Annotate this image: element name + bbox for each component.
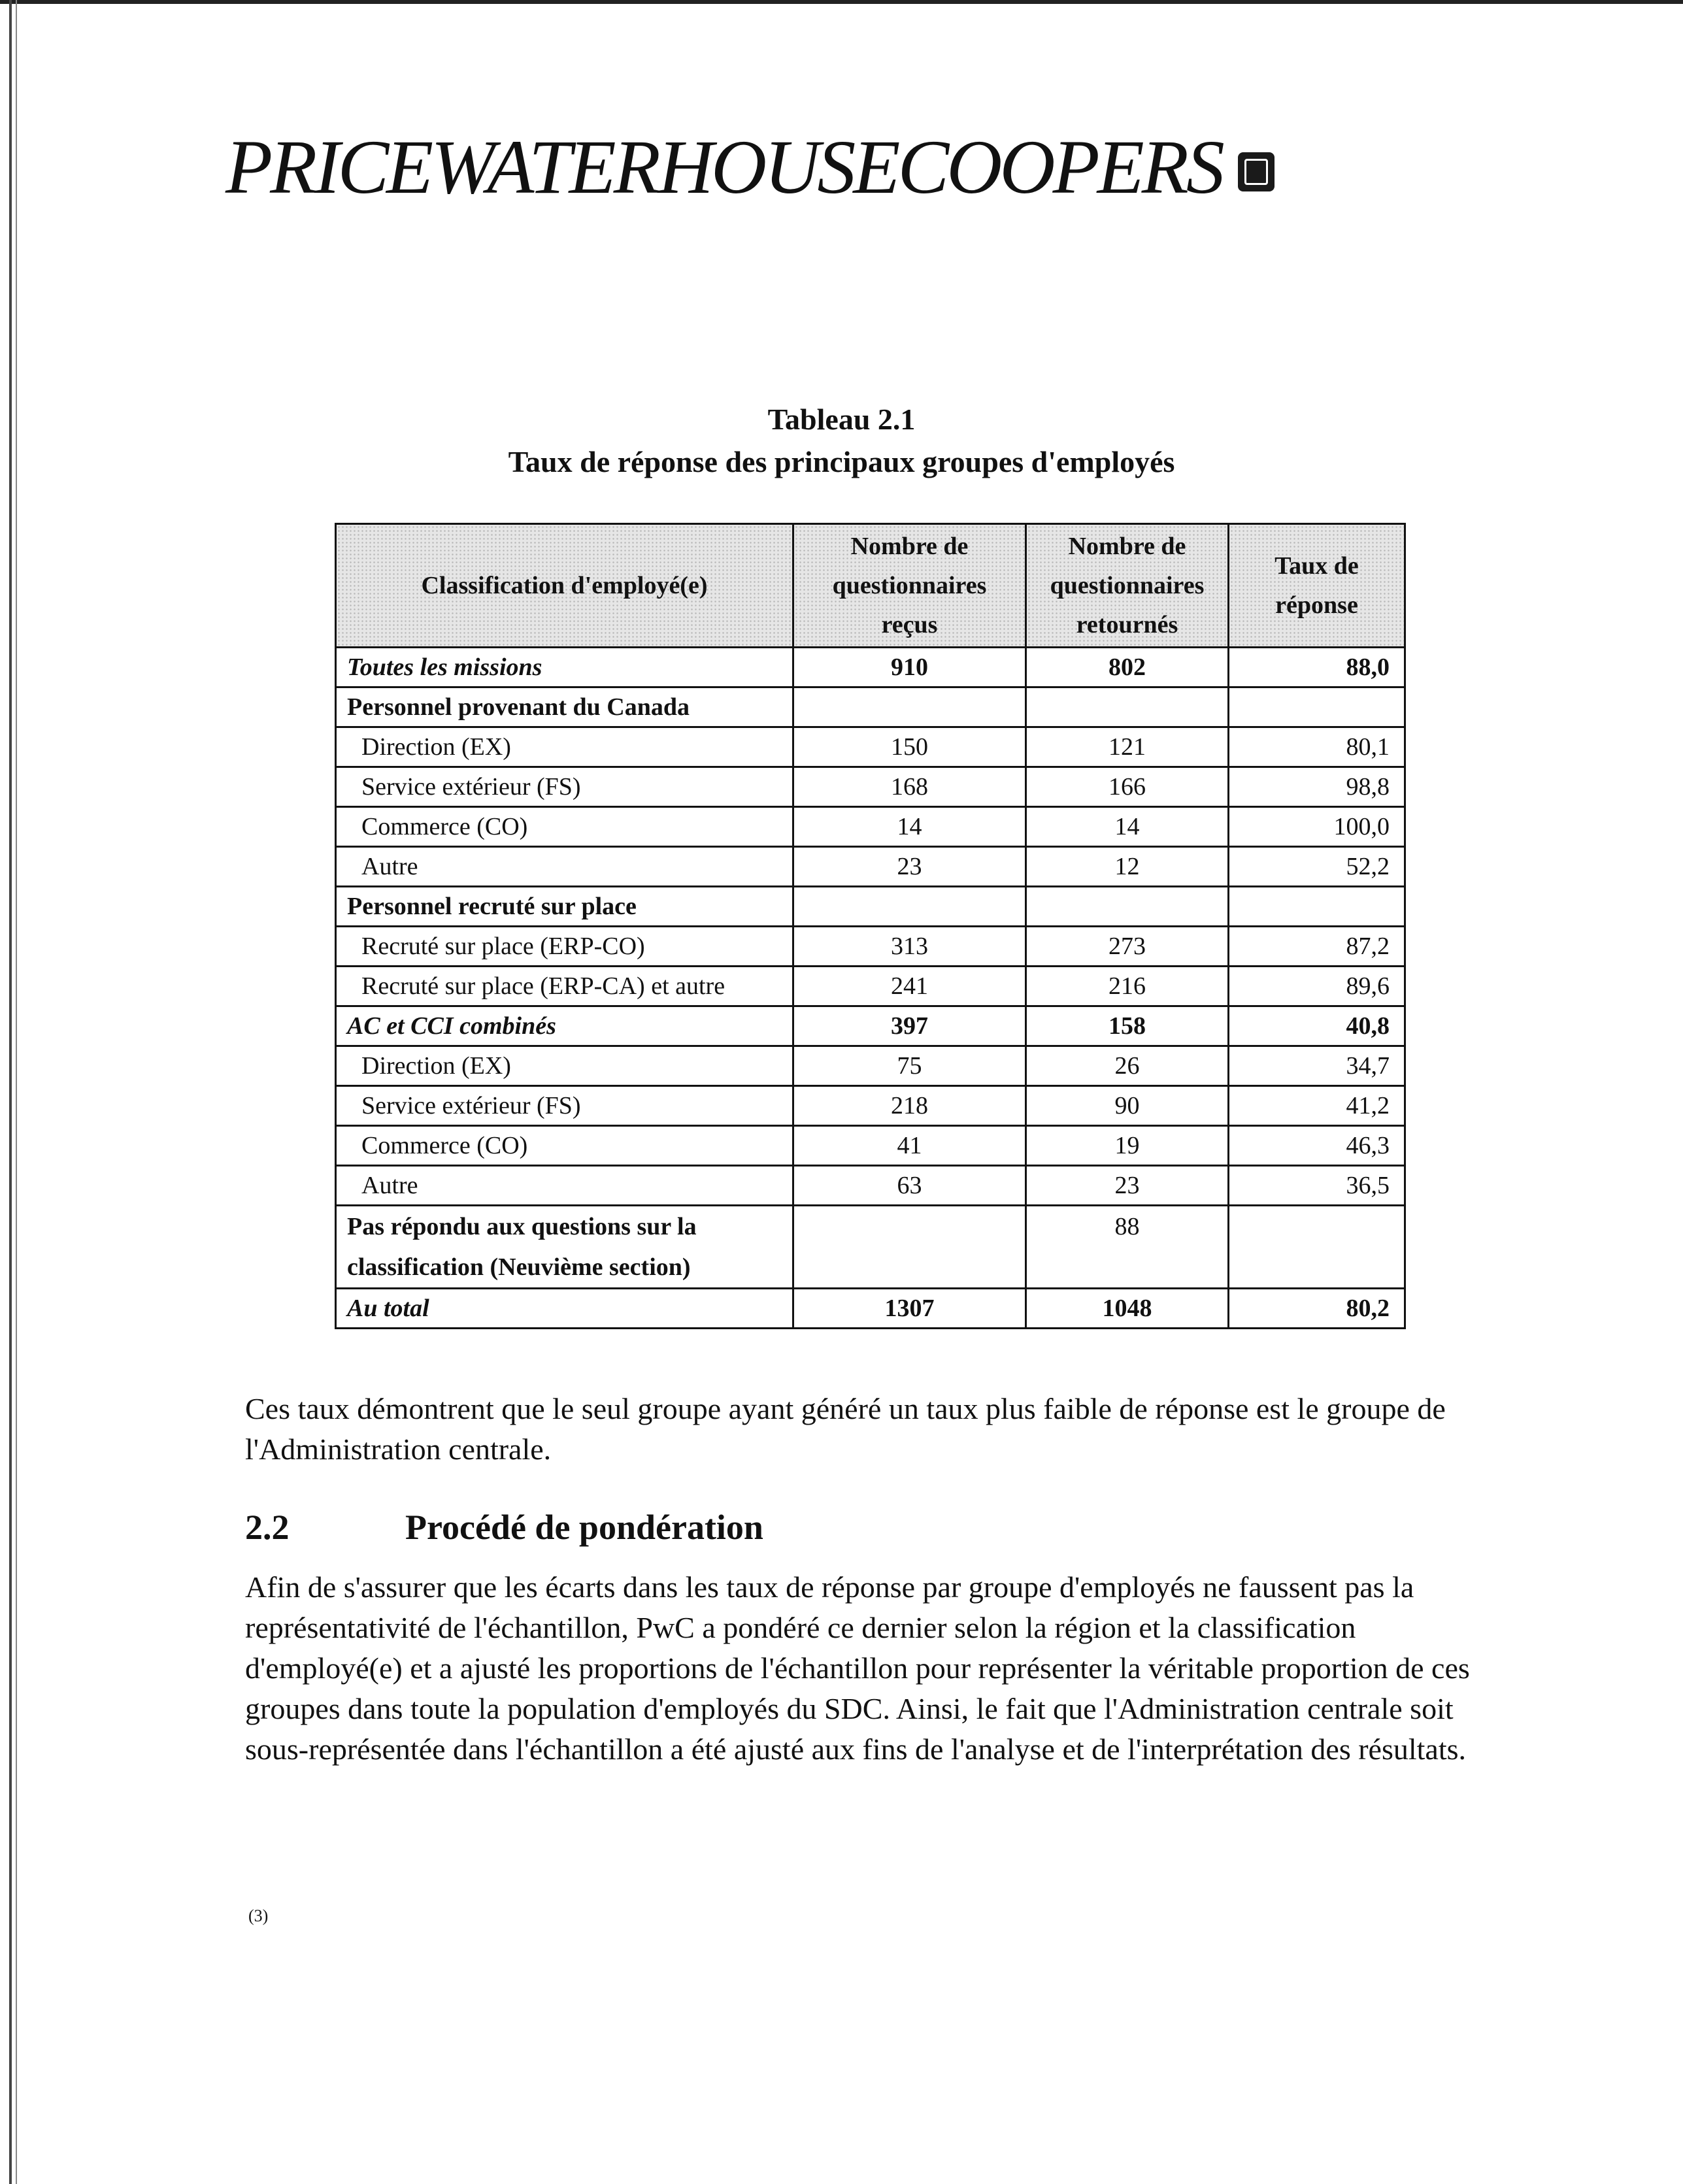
scan-left-edge-inner: [16, 0, 17, 2184]
row-label: Service extérieur (FS): [336, 1086, 793, 1126]
table-row: [336, 927, 1405, 967]
row-returned: 121: [1026, 727, 1229, 767]
row-received: 910: [793, 648, 1026, 687]
page-footnote: (3): [248, 1906, 269, 1925]
table-row: [336, 1006, 1405, 1046]
table-header-row: [336, 524, 1405, 648]
table-row: [336, 1206, 1405, 1289]
row-label: Autre: [336, 847, 793, 887]
header-classification: Classification d'employé(e): [336, 524, 793, 648]
table-row: [336, 687, 1405, 727]
table-row: [336, 1166, 1405, 1206]
row-received: 75: [793, 1046, 1026, 1086]
weighting-paragraph: Afin de s'assurer que les écarts dans les taux de réponse par groupe d'employés ne faussent pas la représentativité de l'échantillon, PwC a pondéré ce dernier selon la région et la classification d'employé(e) et a ajusté les proportions de l'échantillon pour représenter la véritable proportion de ces groupes dans toute la population d'employés du SDC. Ainsi, le fait que l'Administration centrale soit sous-représentée dans l'échantillon a été ajusté aux fins de l'analyse et de l'interprétation des résultats.: [245, 1570, 1470, 1766]
row-received: [793, 1206, 1026, 1289]
row-label: Personnel recruté sur place: [336, 887, 793, 927]
table-row: [336, 648, 1405, 687]
row-received: 63: [793, 1166, 1026, 1206]
row-received: 41: [793, 1126, 1026, 1166]
scan-top-edge: [0, 0, 1683, 4]
row-label: Au total: [336, 1289, 793, 1329]
row-received: [793, 687, 1026, 727]
row-returned: 802: [1026, 648, 1229, 687]
row-rate: 80,1: [1229, 727, 1405, 767]
company-logo: [225, 114, 1275, 210]
row-received: 23: [793, 847, 1026, 887]
row-received: [793, 887, 1026, 927]
row-label: Recruté sur place (ERP-CO): [336, 927, 793, 967]
section-heading: [245, 1504, 763, 1550]
row-received: 14: [793, 807, 1026, 847]
row-returned: 216: [1026, 967, 1229, 1006]
row-returned: 273: [1026, 927, 1229, 967]
row-received: 168: [793, 767, 1026, 807]
table-row: [336, 1046, 1405, 1086]
row-received: 241: [793, 967, 1026, 1006]
row-returned: 12: [1026, 847, 1229, 887]
header-rate: Taux de réponse: [1229, 524, 1405, 648]
row-label: Commerce (CO): [336, 1126, 793, 1166]
row-rate: 41,2: [1229, 1086, 1405, 1126]
row-label: AC et CCI combinés: [336, 1006, 793, 1046]
row-returned: 90: [1026, 1086, 1229, 1126]
section-title: Procédé de pondération: [405, 1508, 763, 1547]
row-received: 313: [793, 927, 1026, 967]
row-rate: 34,7: [1229, 1046, 1405, 1086]
response-rate-table: [335, 523, 1406, 1329]
row-rate: 80,2: [1229, 1289, 1405, 1329]
table-row: [336, 1289, 1405, 1329]
row-returned: 1048: [1026, 1289, 1229, 1329]
table-row: [336, 967, 1405, 1006]
table-row: [336, 847, 1405, 887]
row-rate: 88,0: [1229, 648, 1405, 687]
header-received: Nombre de questionnaires reçus: [793, 524, 1026, 648]
row-label: Direction (EX): [336, 1046, 793, 1086]
row-returned: 19: [1026, 1126, 1229, 1166]
row-returned: 158: [1026, 1006, 1229, 1046]
row-rate: [1229, 1206, 1405, 1289]
table-row: [336, 1086, 1405, 1126]
table-row: [336, 767, 1405, 807]
row-returned: [1026, 687, 1229, 727]
row-label: Direction (EX): [336, 727, 793, 767]
section-number: 2.2: [245, 1508, 290, 1547]
row-returned: 26: [1026, 1046, 1229, 1086]
row-label: Pas répondu aux questions sur la classification (Neuvième section): [336, 1206, 793, 1289]
row-returned: 88: [1026, 1206, 1229, 1289]
row-received: 150: [793, 727, 1026, 767]
header-returned: Nombre de questionnaires retournés: [1026, 524, 1229, 648]
row-rate: 40,8: [1229, 1006, 1405, 1046]
row-rate: 52,2: [1229, 847, 1405, 887]
row-label: Toutes les missions: [336, 648, 793, 687]
table-number: Tableau 2.1: [767, 403, 916, 436]
row-returned: 166: [1026, 767, 1229, 807]
scan-left-edge: [9, 0, 12, 2184]
row-returned: [1026, 887, 1229, 927]
row-returned: 23: [1026, 1166, 1229, 1206]
row-label: Autre: [336, 1166, 793, 1206]
row-label: Commerce (CO): [336, 807, 793, 847]
conclusion-paragraph: Ces taux démontrent que le seul groupe ayant généré un taux plus faible de réponse est le groupe de l'Administration centrale.: [245, 1392, 1446, 1466]
table-row: [336, 807, 1405, 847]
logo-wordmark: PRICEWATERHOUSECOOPERS: [225, 124, 1222, 210]
table-title: Taux de réponse des principaux groupes d'employés: [508, 445, 1175, 478]
table-row: [336, 1126, 1405, 1166]
pwc-square-emblem-icon: [1238, 152, 1275, 191]
row-rate: 98,8: [1229, 767, 1405, 807]
row-rate: 46,3: [1229, 1126, 1405, 1166]
table-row: [336, 727, 1405, 767]
row-rate: [1229, 687, 1405, 727]
row-returned: 14: [1026, 807, 1229, 847]
row-received: 218: [793, 1086, 1026, 1126]
row-label: Recruté sur place (ERP-CA) et autre: [336, 967, 793, 1006]
row-rate: 36,5: [1229, 1166, 1405, 1206]
row-label: Service extérieur (FS): [336, 767, 793, 807]
row-rate: 100,0: [1229, 807, 1405, 847]
row-received: 1307: [793, 1289, 1026, 1329]
row-received: 397: [793, 1006, 1026, 1046]
row-rate: 87,2: [1229, 927, 1405, 967]
table-row: [336, 887, 1405, 927]
row-rate: [1229, 887, 1405, 927]
row-rate: 89,6: [1229, 967, 1405, 1006]
row-label: Personnel provenant du Canada: [336, 687, 793, 727]
